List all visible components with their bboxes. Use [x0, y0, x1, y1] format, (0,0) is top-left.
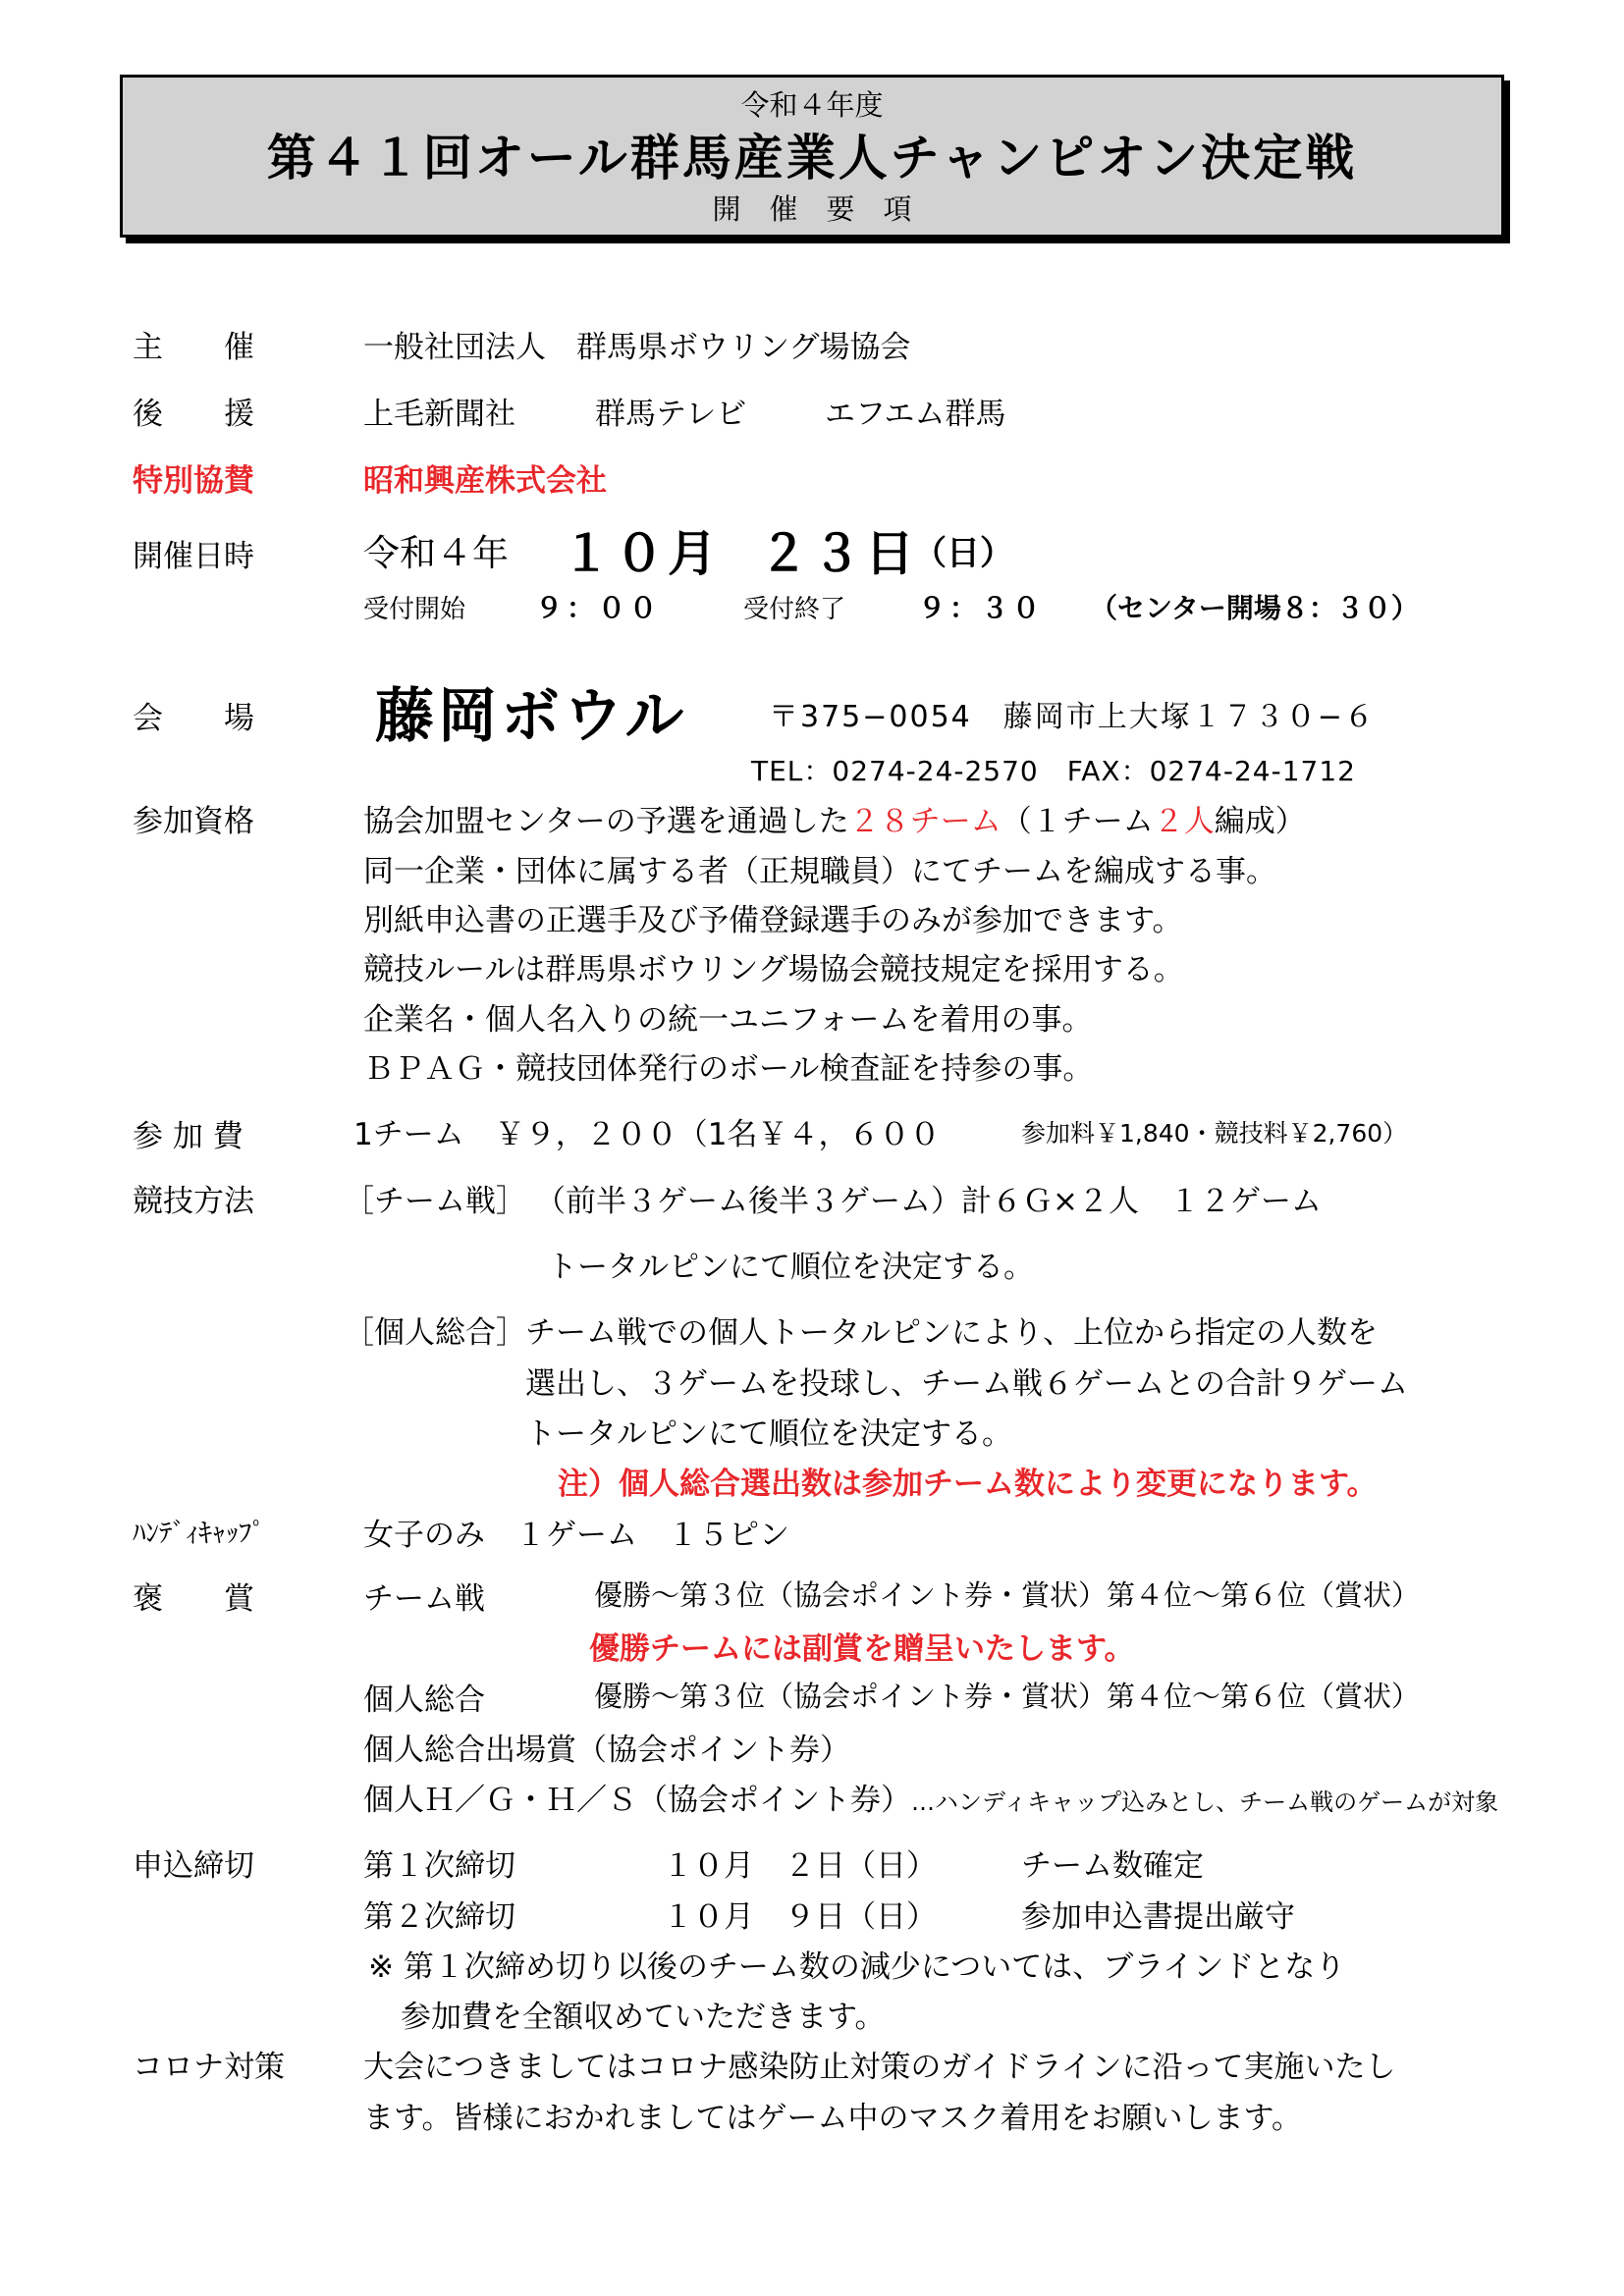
deadline-name: 第１次締切 — [363, 1848, 515, 1884]
covid-line: 大会につきましてはコロナ感染防止対策のガイドラインに沿って実施いたし — [363, 2050, 1396, 2085]
eligibility-line-1 — [363, 796, 1306, 840]
handicap-label: ﾊﾝﾃﾞｨｷｬｯﾌﾟ — [133, 1519, 265, 1549]
fee-detail: 参加料￥1,840・競技料￥2,760） — [1021, 1119, 1408, 1148]
awards-team-extra: 優勝チームには副賞を贈呈いたします。 — [589, 1631, 1135, 1667]
awards-participation: 個人総合出場賞（協会ポイント券） — [363, 1733, 850, 1768]
venue-address: 〒375−0054 藤岡市上大塚１７３０−６ — [769, 700, 1376, 734]
sponsor-value: 昭和興産株式会社 — [363, 463, 607, 499]
support-item: エフエム群馬 — [825, 397, 1006, 432]
deadline-warning: ※ 第１次締め切り以後のチーム数の減少については、ブラインドとなり — [368, 1949, 1346, 1985]
awards-high-game — [363, 1775, 1498, 1819]
organizer-value: 一般社団法人 群馬県ボウリング場協会 — [363, 330, 911, 365]
deadline-warning: 参加費を全額収めていただきます。 — [401, 2000, 886, 2035]
team-event-text: トータルピンにて順位を決定する。 — [547, 1250, 1034, 1285]
indiv-event-line: 選出し、３ゲームを投球し、チーム戦６ゲームとの合計９ゲーム — [525, 1366, 1408, 1402]
reception-start-label: 受付開始 — [363, 595, 466, 624]
eligibility-text: 編成） — [1214, 804, 1306, 839]
deadline-name: 第２次締切 — [363, 1899, 515, 1935]
deadline-date: １０月 ９日（日） — [663, 1899, 937, 1935]
title-box — [120, 75, 1504, 238]
eligibility-line: ＢＰＡＧ・競技団体発行のボール検査証を持参の事。 — [363, 1051, 1094, 1087]
reception-start-time: ９：００ — [535, 592, 662, 624]
deadline-note: チーム数確定 — [1021, 1848, 1204, 1884]
sponsor-label: 特別協賛 — [133, 463, 254, 499]
date-month: １０月 — [562, 525, 721, 582]
support-item: 上毛新聞社 — [363, 397, 515, 432]
venue-label: 会 場 — [133, 701, 254, 736]
eligibility-line: 競技ルールは群馬県ボウリング場協会競技規定を採用する。 — [363, 952, 1184, 988]
eligibility-label: 参加資格 — [133, 804, 254, 839]
selection-note: 注）個人総合選出数は参加チーム数により変更になります。 — [558, 1467, 1378, 1502]
venue-name: 藤岡ボウル — [375, 682, 688, 751]
event-subtitle: 開 催 要 項 — [712, 192, 912, 226]
deadline-label: 申込締切 — [133, 1848, 254, 1884]
date-day: ２３日 — [759, 525, 918, 582]
deadline-note: 参加申込書提出厳守 — [1021, 1899, 1295, 1935]
handicap-value: 女子のみ １ゲーム １５ピン — [363, 1518, 789, 1553]
covid-line: ます。皆様におかれましてはゲーム中のマスク着用をお願いします。 — [363, 2101, 1303, 2136]
team-size: ２人 — [1153, 804, 1215, 839]
indiv-event-line: チーム戦での個人トータルピンにより、上位から指定の人数を — [525, 1315, 1378, 1351]
support-label: 後 援 — [133, 397, 254, 432]
date-era: 令和４年 — [363, 532, 509, 574]
method-label: 競技方法 — [133, 1184, 254, 1219]
team-count: ２８チーム — [848, 804, 1001, 839]
eligibility-line: 同一企業・団体に属する者（正規職員）にてチームを編成する事。 — [363, 854, 1276, 889]
awards-hg-note: …ハンディキャップ込みとし、チーム戦のゲームが対象 — [911, 1789, 1499, 1816]
awards-team-label: チーム戦 — [363, 1581, 485, 1617]
covid-label: コロナ対策 — [133, 2050, 285, 2085]
date-label: 開催日時 — [133, 539, 254, 574]
indiv-event-label: ［個人総合］ — [344, 1315, 526, 1351]
awards-hg-main: 個人Ｈ／Ｇ・Ｈ／Ｓ（協会ポイント券） — [363, 1783, 911, 1818]
awards-label: 褒 賞 — [133, 1581, 254, 1617]
event-year: 令和４年度 — [740, 88, 884, 122]
awards-indiv-label: 個人総合 — [363, 1682, 485, 1718]
fee-main: 1チーム ￥９，２００（1名￥４，６００ — [353, 1117, 941, 1152]
eligibility-line: 企業名・個人名入りの統一ユニフォームを着用の事。 — [363, 1002, 1093, 1038]
event-title: 第４１回オール群馬産業人チャンピオン決定戦 — [266, 130, 1358, 187]
awards-indiv-text: 優勝～第３位（協会ポイント券・賞状）第４位～第６位（賞状） — [594, 1680, 1421, 1713]
organizer-label: 主 催 — [133, 330, 254, 365]
support-item: 群馬テレビ — [595, 397, 747, 432]
eligibility-text: 協会加盟センターの予選を通過した — [363, 804, 849, 839]
date-weekday: （日） — [913, 534, 1013, 573]
center-open-time: （センター開場８：３０） — [1090, 592, 1419, 624]
eligibility-text: （１チーム — [1001, 804, 1154, 839]
eligibility-line: 別紙申込書の正選手及び予備登録選手のみが参加できます。 — [363, 903, 1183, 938]
team-event-label: ［チーム戦］ — [344, 1184, 526, 1219]
deadline-date: １０月 ２日（日） — [663, 1848, 937, 1884]
reception-end-label: 受付終了 — [743, 595, 846, 624]
fee-label: 参 加 費 — [133, 1119, 244, 1154]
indiv-event-line: トータルピンにて順位を決定する。 — [525, 1416, 1012, 1452]
reception-end-time: ９：３０ — [918, 592, 1045, 624]
team-event-text: （前半３ゲーム後半３ゲーム）計６Ｇ×２人 １２ゲーム — [535, 1184, 1322, 1219]
awards-team-text: 優勝～第３位（協会ポイント券・賞状）第４位～第６位（賞状） — [594, 1578, 1421, 1612]
venue-phone: TEL：0274-24-2570 FAX：0274-24-1712 — [751, 755, 1356, 787]
